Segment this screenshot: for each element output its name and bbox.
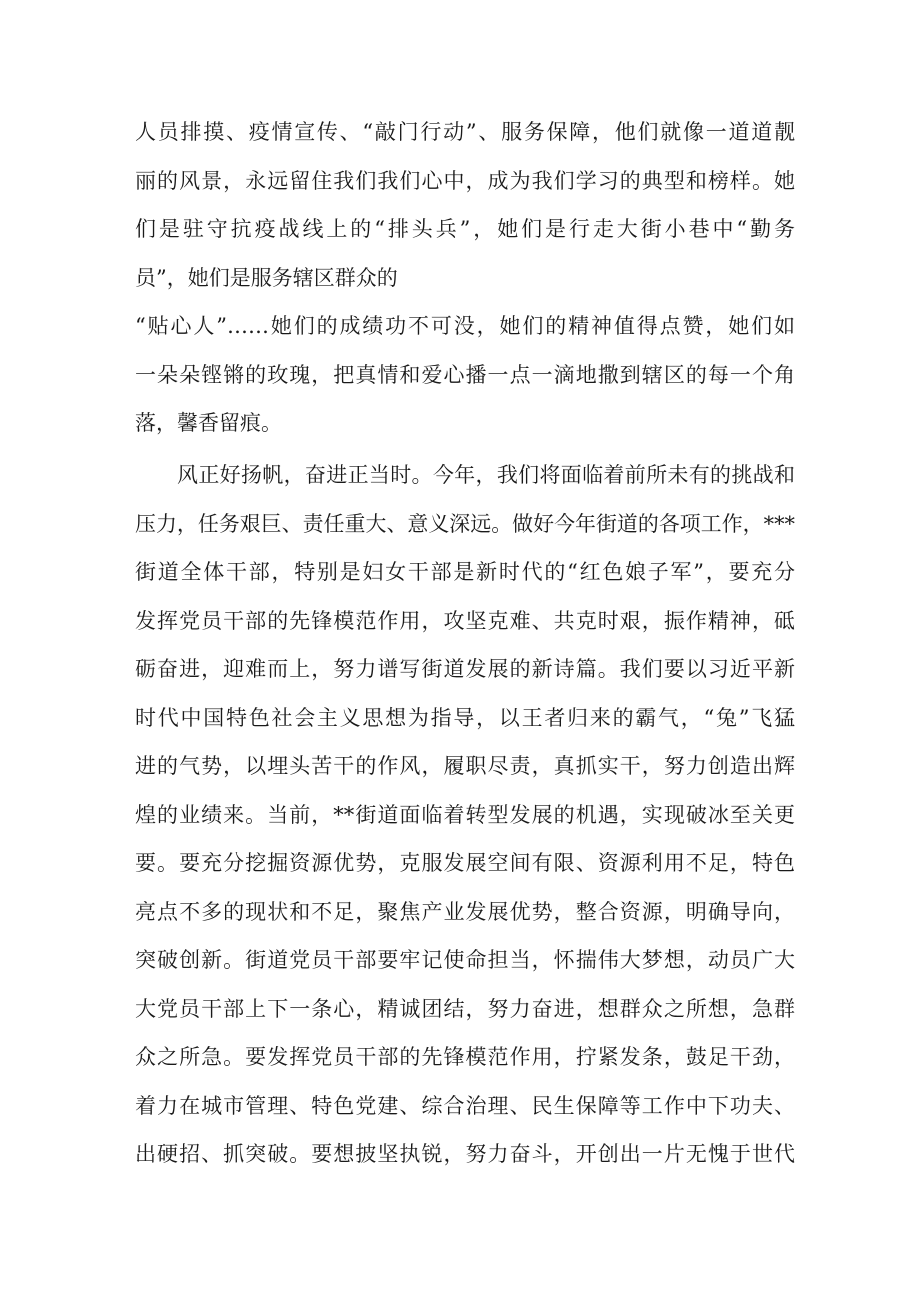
paragraph-1-line: 落，馨香留痕。 (135, 411, 282, 435)
paragraph-2-line: 街道全体干部，特别是妇女干部是新时代的“红色娘子军”，要充分 (135, 560, 795, 584)
paragraph-2-line: 煌的业绩来。当前，**街道面临着转型发展的机遇，实现破冰至关更 (135, 802, 795, 827)
paragraph-2-line: 突破创新。街道党员干部要牢记使命担当，怀揣伟大梦想，动员广大 (135, 948, 795, 972)
paragraph-2-line: 亮点不多的现状和不足，聚焦产业发展优势，整合资源，明确导向， (135, 899, 795, 924)
paragraph-2-line: 压力，任务艰巨、责任重大、意义深远。做好今年街道的各项工作，*** (135, 511, 795, 536)
paragraph-1 (135, 108, 795, 448)
paragraph-2-line: 发挥党员干部的先锋模范作用，攻坚克难、共克时艰，振作精神，砥 (135, 608, 795, 633)
paragraph-2-line: 着力在城市管理、特色党建、综合治理、民生保障等工作中下功夫、 (135, 1093, 795, 1118)
paragraph-2-line: 出硬招、抓突破。要想披坚执锐，努力奋斗，开创出一片无愧于世代 (135, 1142, 795, 1166)
paragraph-2-line: 进的气势，以埋头苦干的作风，履职尽责，真抓实干，努力创造出辉 (135, 754, 795, 778)
paragraph-2 (135, 451, 795, 1179)
paragraph-1-line: 们是驻守抗疫战线上的“排头兵”，她们是行走大街小巷中“勤务 (135, 217, 795, 241)
paragraph-1-line: 员”，她们是服务辖区群众的 (135, 265, 398, 290)
paragraph-1-line: 丽的风景，永远留住我们我们心中，成为我们学习的典型和榜样。她 (135, 168, 795, 193)
paragraph-2-line: 风正好扬帆，奋进正当时。今年，我们将面临着前所未有的挑战和 (177, 463, 795, 487)
paragraph-2-line: 众之所急。要发挥党员干部的先锋模范作用，拧紧发条，鼓足干劲， (135, 1045, 795, 1069)
paragraph-1-line: 一朵朵铿锵的玫瑰，把真情和爱心播一点一滴地撒到辖区的每一个角 (135, 362, 795, 387)
paragraph-2-line: 时代中国特色社会主义思想为指导，以王者归来的霸气，“兔”飞猛 (135, 705, 795, 730)
paragraph-1-line: 人员排摸、疫情宣传、“敲门行动”、服务保障，他们就像一道道靓 (135, 120, 795, 144)
paragraph-2-line: 要。要充分挖掘资源优势，克服发展空间有限、资源利用不足，特色 (135, 851, 795, 875)
paragraph-2-line: 大党员干部上下一条心，精诚团结，努力奋进，想群众之所想，急群 (135, 996, 795, 1021)
paragraph-1-line: “贴心人”……她们的成绩功不可没，她们的精神值得点赞，她们如 (135, 314, 795, 338)
paragraph-2-line: 砺奋进，迎难而上，努力谱写街道发展的新诗篇。我们要以习近平新 (135, 657, 795, 681)
